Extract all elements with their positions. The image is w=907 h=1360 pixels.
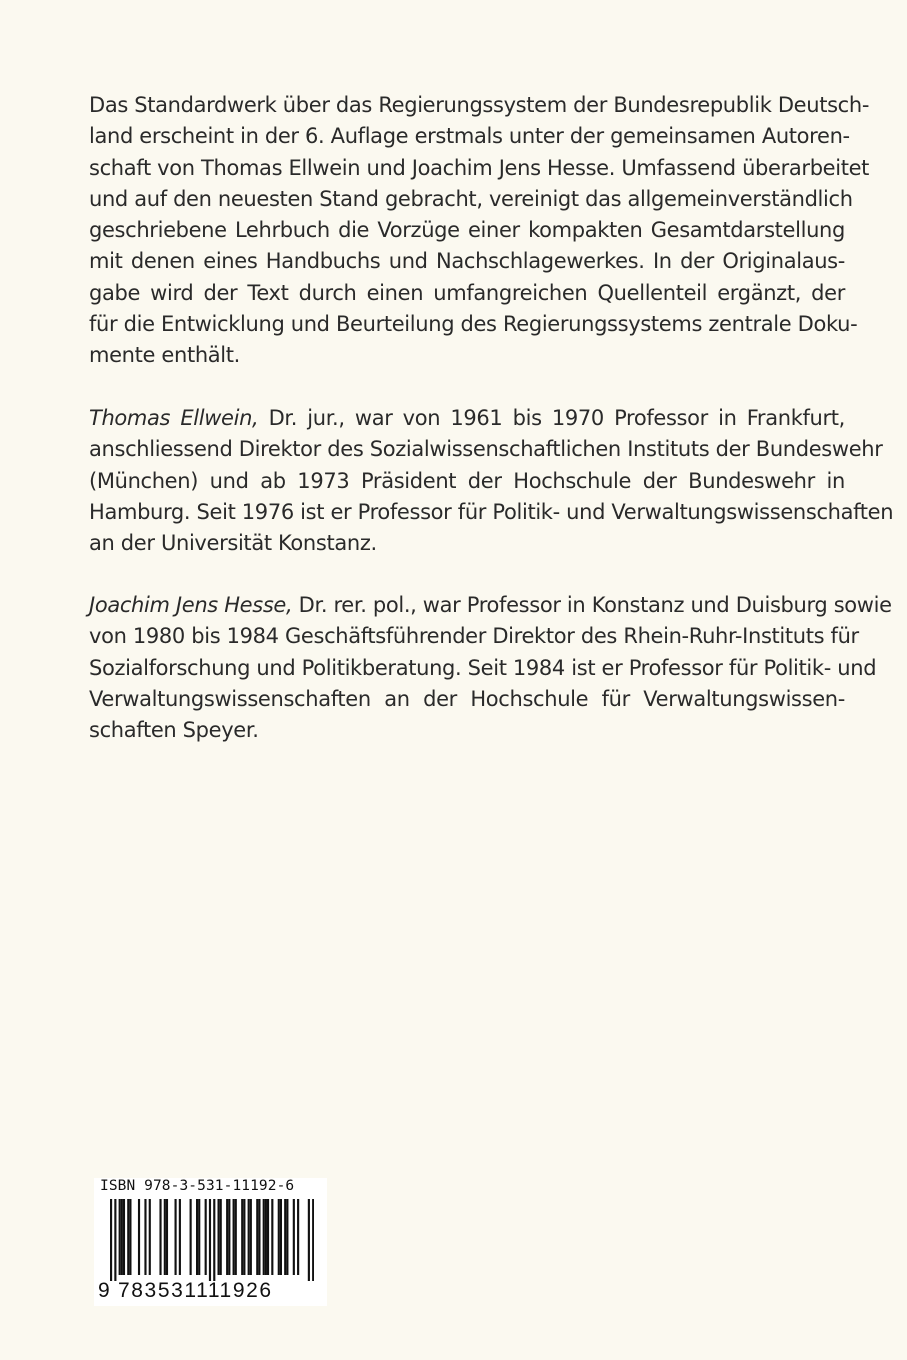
text-line: schaften Speyer.	[89, 718, 259, 743]
barcode-bar	[284, 1199, 286, 1275]
author-name: Thomas Ellwein,	[89, 406, 259, 430]
barcode-bar	[248, 1199, 250, 1275]
barcode-bar	[213, 1199, 215, 1281]
text-line: von 1980 bis 1984 Geschäftsführender Direktor des Rhein-Ruhr-Instituts für	[89, 624, 859, 649]
barcode-bar	[209, 1199, 211, 1281]
barcode-bar	[175, 1199, 177, 1275]
barcode-bar	[256, 1199, 258, 1275]
barcode-bar	[144, 1199, 146, 1275]
text-line: Hamburg. Seit 1976 ist er Professor für Politik- und Verwaltungswissenschaften	[89, 499, 894, 524]
text-line: mente enthält.	[89, 343, 241, 368]
text-line: mit denen eines Handbuchs und Nachschlagewerkes. In der Originalaus-	[89, 249, 845, 274]
barcode-bar	[226, 1199, 228, 1275]
barcode-bar	[127, 1199, 129, 1275]
text-line: geschriebene Lehrbuch die Vorzüge einer kompakten Gesamtdarstellung	[89, 218, 845, 243]
isbn-label: ISBN 978-3-531-11192-6	[100, 1178, 295, 1194]
ean-first-digit: 9	[98, 1279, 110, 1302]
text-line: anschliessend Direktor des Sozialwissenschaftlichen Instituts der Bundeswehr	[89, 437, 883, 462]
barcode-bar	[110, 1199, 112, 1281]
description-paragraph	[89, 90, 870, 372]
text-line: (München) und ab 1973 Präsident der Hochschule der Bundeswehr in	[89, 468, 845, 493]
barcode-bar	[228, 1199, 230, 1275]
barcode-bar	[233, 1199, 235, 1275]
barcode-bar	[267, 1199, 269, 1275]
barcode-bar	[250, 1199, 252, 1275]
barcode-bar	[179, 1199, 181, 1275]
author-name: Joachim Jens Hesse,	[89, 593, 293, 617]
barcode-bar	[308, 1199, 310, 1281]
text-line: und auf den neuesten Stand gebracht, vereinigt das allgemeinverständlich	[89, 186, 853, 211]
barcode-bar	[258, 1199, 260, 1275]
barcode-bar	[218, 1199, 220, 1275]
barcode-bar	[286, 1199, 288, 1275]
barcode-bar	[123, 1199, 125, 1275]
barcode-bar	[263, 1199, 265, 1275]
barcode-bar	[119, 1199, 121, 1275]
barcode-bar	[220, 1199, 222, 1275]
barcode-bar	[129, 1199, 131, 1275]
text-line	[89, 403, 845, 434]
text-line: Das Standardwerk über das Regierungssystem der Bundesrepublik Deutsch-	[89, 93, 870, 117]
text-line: an der Universität Konstanz.	[89, 531, 377, 556]
text-line: schaft von Thomas Ellwein und Joachim Jens Hesse. Umfassend überarbeitet	[89, 155, 870, 180]
barcode-bar	[293, 1199, 295, 1275]
barcode-bar	[241, 1199, 243, 1275]
text-line: für die Entwicklung und Beurteilung des Regierungssystems zentrale Doku-	[89, 312, 858, 337]
ean-remaining-digits: 783531111926	[118, 1279, 273, 1302]
barcode-bar	[121, 1199, 123, 1275]
barcode-bar	[164, 1199, 166, 1275]
bio-text: Dr. jur., war von 1961 bis 1970 Professor in Frankfurt,	[258, 406, 845, 430]
text-line: gabe wird der Text durch einen umfangreichen Quellenteil ergänzt, der	[89, 280, 845, 305]
barcode-bar	[196, 1199, 198, 1275]
barcode-bar	[265, 1199, 267, 1275]
barcode-bar	[280, 1199, 282, 1275]
barcode-bar	[149, 1199, 151, 1275]
barcode-bar	[278, 1199, 280, 1275]
author-bio-hesse	[89, 590, 892, 746]
barcode-bar	[114, 1199, 116, 1281]
text-line	[89, 590, 892, 621]
barcode-bar	[138, 1199, 140, 1275]
barcode-bars	[110, 1199, 314, 1281]
barcode-bar	[198, 1199, 200, 1275]
barcode-bar	[235, 1199, 237, 1275]
author-bio-ellwein	[89, 403, 894, 559]
barcode-bar	[205, 1199, 207, 1275]
text-line: Verwaltungswissenschaften an der Hochschule für Verwaltungswissen-	[89, 686, 845, 711]
bio-text: Dr. rer. pol., war Professor in Konstanz und Duisburg sowie	[292, 593, 892, 617]
text-line: land erscheint in der 6. Auflage erstmals unter der gemeinsamen Autoren-	[89, 124, 850, 149]
barcode-bar	[297, 1199, 299, 1275]
text-line: Sozialforschung und Politikberatung. Seit 1984 ist er Professor für Politik- und	[89, 655, 877, 680]
barcode-bar	[190, 1199, 192, 1275]
barcode-bar	[271, 1199, 273, 1275]
barcode-bar	[159, 1199, 161, 1275]
isbn-barcode	[94, 1178, 327, 1306]
barcode-bar	[243, 1199, 245, 1275]
barcode-bar	[166, 1199, 168, 1275]
barcode-bar	[312, 1199, 314, 1281]
